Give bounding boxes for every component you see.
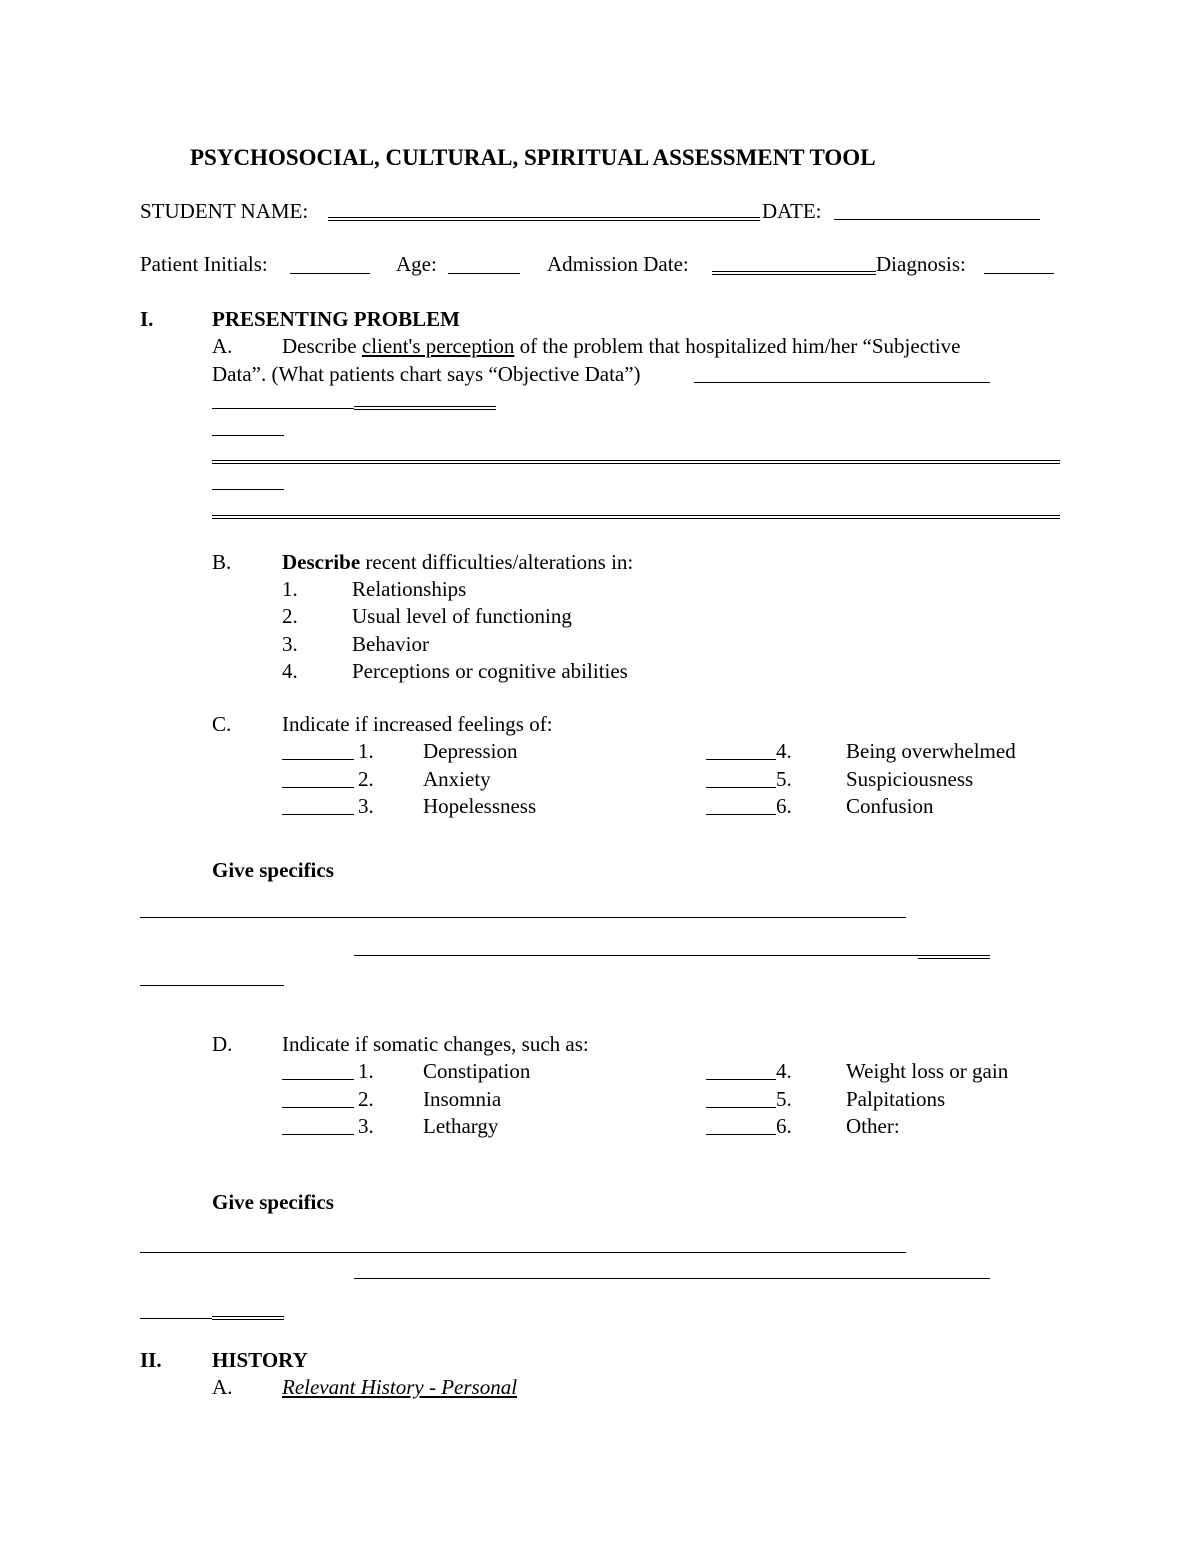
c-check-6[interactable] — [706, 814, 776, 815]
d-check-3[interactable] — [282, 1134, 354, 1135]
item-a-line2: Data”. (What patients chart says “Objective Data”) — [212, 362, 641, 386]
c-item-4-label: Being overwhelmed — [846, 739, 1016, 763]
d-item-4-num: 4. — [776, 1059, 792, 1083]
item-d-letter: D. — [212, 1032, 233, 1056]
patient-initials-label: Patient Initials: — [140, 252, 268, 276]
c-specifics-line-1[interactable] — [140, 917, 906, 918]
item-a-answer-line-2a[interactable] — [212, 408, 354, 409]
b-item-4-num: 4. — [282, 659, 298, 683]
c-item-5-num: 5. — [776, 767, 792, 791]
student-name-field[interactable] — [328, 217, 760, 221]
c-item-4-num: 4. — [776, 739, 792, 763]
d-item-1-num: 1. — [358, 1059, 374, 1083]
c-item-2-label: Anxiety — [423, 767, 491, 791]
b-item-3-label: Behavior — [352, 632, 429, 656]
item-a-letter: A. — [212, 334, 233, 358]
item-a-post: of the problem that hospitalized him/her “Subjective — [519, 334, 961, 358]
item-b-bold: Describe — [282, 550, 361, 574]
diagnosis-field[interactable] — [984, 273, 1054, 274]
b-item-2-label: Usual level of functioning — [352, 604, 572, 628]
c-check-2[interactable] — [282, 787, 354, 788]
section-2-heading: HISTORY — [212, 1348, 308, 1372]
admission-date-label: Admission Date: — [547, 252, 689, 276]
c-check-3[interactable] — [282, 814, 354, 815]
age-label: Age: — [396, 252, 437, 276]
b-item-2-num: 2. — [282, 604, 298, 628]
b-item-4-label: Perceptions or cognitive abilities — [352, 659, 628, 683]
d-check-6[interactable] — [706, 1134, 776, 1135]
c-item-6-num: 6. — [776, 794, 792, 818]
date-field[interactable] — [834, 219, 1040, 220]
d-item-1-label: Constipation — [423, 1059, 531, 1083]
d-item-3-num: 3. — [358, 1114, 374, 1138]
item-a-text — [282, 336, 961, 357]
c-item-3-label: Hopelessness — [423, 794, 537, 818]
d-item-2-label: Insomnia — [423, 1087, 502, 1111]
section-2-a-label: Relevant History - Personal — [282, 1375, 518, 1399]
c-give-specifics: Give specifics — [212, 858, 334, 882]
c-item-2-num: 2. — [358, 767, 374, 791]
d-item-6-label: Other: — [846, 1114, 900, 1138]
age-field[interactable] — [448, 273, 520, 274]
d-check-5[interactable] — [706, 1107, 776, 1108]
d-item-2-num: 2. — [358, 1087, 374, 1111]
c-specifics-line-2a[interactable] — [354, 955, 918, 956]
item-a-answer-line-6[interactable] — [212, 515, 1060, 519]
item-a-answer-line-4[interactable] — [212, 460, 1060, 464]
section-2-a-letter: A. — [212, 1375, 233, 1399]
c-specifics-line-3[interactable] — [140, 985, 284, 986]
d-give-specifics: Give specifics — [212, 1190, 334, 1214]
item-a-answer-line-5[interactable] — [212, 489, 284, 490]
student-name-label: STUDENT NAME: — [140, 199, 309, 223]
c-item-6-label: Confusion — [846, 794, 934, 818]
item-b-text — [282, 552, 633, 573]
c-item-1-num: 1. — [358, 739, 374, 763]
item-c-letter: C. — [212, 712, 232, 736]
c-item-5-label: Suspiciousness — [846, 767, 974, 791]
b-item-3-num: 3. — [282, 632, 298, 656]
d-specifics-line-2[interactable] — [354, 1278, 990, 1279]
c-item-1-label: Depression — [423, 739, 518, 763]
diagnosis-label: Diagnosis: — [876, 252, 966, 276]
b-item-1-num: 1. — [282, 577, 298, 601]
d-check-2[interactable] — [282, 1107, 354, 1108]
b-item-1-label: Relationships — [352, 577, 467, 601]
d-specifics-line-3a[interactable] — [140, 1318, 212, 1319]
d-specifics-line-3b[interactable] — [212, 1316, 284, 1320]
section-1-heading: PRESENTING PROBLEM — [212, 307, 460, 331]
c-specifics-line-2b[interactable] — [918, 955, 990, 959]
patient-initials-field[interactable] — [290, 273, 370, 274]
date-label: DATE: — [762, 199, 822, 223]
item-c-text: Indicate if increased feelings of: — [282, 712, 553, 736]
c-check-4[interactable] — [706, 759, 776, 760]
item-d-text: Indicate if somatic changes, such as: — [282, 1032, 589, 1056]
d-item-4-label: Weight loss or gain — [846, 1059, 1009, 1083]
item-a-answer-line-1[interactable] — [694, 382, 990, 383]
c-check-1[interactable] — [282, 759, 354, 760]
item-b-rest: recent difficulties/alterations in: — [365, 550, 634, 574]
c-check-5[interactable] — [706, 787, 776, 788]
d-item-6-num: 6. — [776, 1114, 792, 1138]
admission-date-field[interactable] — [712, 271, 876, 275]
section-2-number: II. — [140, 1348, 162, 1372]
d-item-3-label: Lethargy — [423, 1114, 499, 1138]
d-check-1[interactable] — [282, 1079, 354, 1080]
d-item-5-num: 5. — [776, 1087, 792, 1111]
c-item-3-num: 3. — [358, 794, 374, 818]
d-item-5-label: Palpitations — [846, 1087, 946, 1111]
page-title: PSYCHOSOCIAL, CULTURAL, SPIRITUAL ASSESSMENT TOOL — [190, 145, 876, 170]
item-a-answer-line-2b[interactable] — [354, 406, 496, 410]
item-a-answer-line-3[interactable] — [212, 435, 284, 436]
item-b-letter: B. — [212, 550, 232, 574]
d-specifics-line-1[interactable] — [140, 1252, 906, 1253]
section-1-number: I. — [140, 307, 154, 331]
d-check-4[interactable] — [706, 1079, 776, 1080]
item-a-pre: Describe — [282, 334, 357, 358]
item-a-underlined: client's perception — [361, 334, 515, 358]
